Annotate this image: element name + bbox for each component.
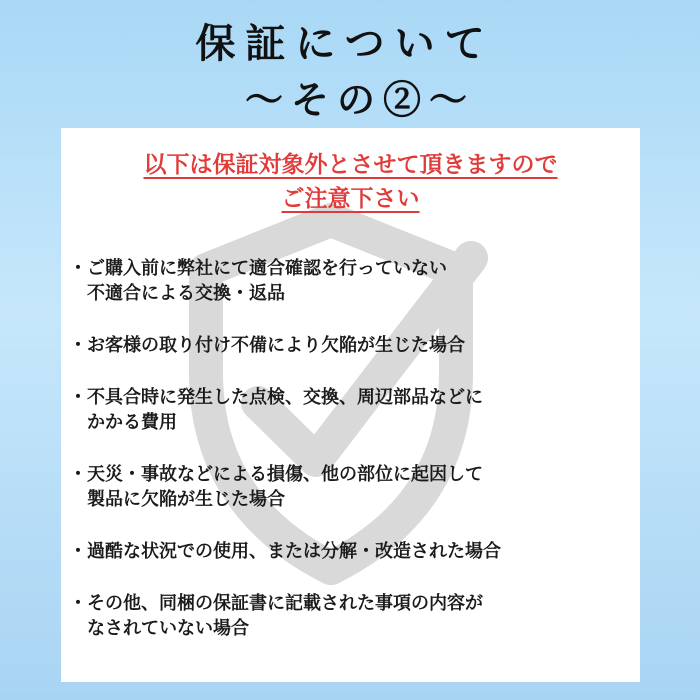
title-main: 保証について <box>195 20 495 67</box>
list-item <box>67 385 637 435</box>
page-title <box>0 14 700 126</box>
title-subtitle: ～その②～ <box>244 77 475 122</box>
list-item-text: お客様の取り付け不備により欠陥が生じた場合 <box>87 335 465 356</box>
bullet-mark: ・ <box>69 541 87 562</box>
notice-line-2: ご注意下さい <box>281 185 420 212</box>
exclusion-list <box>67 256 637 668</box>
list-item-text: 天災・事故などによる損傷、他の部位に起因して <box>87 464 483 485</box>
content-card <box>61 128 640 682</box>
list-item-text: ご購入前に弊社にて適合確認を行っていない <box>87 258 447 279</box>
list-item-text: 製品に欠陥が生じた場合 <box>87 489 285 510</box>
list-item-text: 不具合時に発生した点検、交換、周辺部品などに <box>87 387 483 408</box>
bullet-mark: ・ <box>69 387 87 408</box>
list-item <box>67 539 637 564</box>
list-item-text: 不適合による交換・返品 <box>87 283 285 304</box>
list-item-text: なされていない場合 <box>87 618 249 639</box>
bullet-mark: ・ <box>69 464 87 485</box>
notice-heading <box>61 148 640 216</box>
list-item <box>67 462 637 512</box>
list-item <box>67 333 637 358</box>
list-item-text: 過酷な状況での使用、または分解・改造された場合 <box>87 541 501 562</box>
bullet-mark: ・ <box>69 335 87 356</box>
list-item-text: かかる費用 <box>87 412 177 433</box>
list-item <box>67 256 637 306</box>
bullet-mark: ・ <box>69 258 87 279</box>
bullet-mark: ・ <box>69 593 87 614</box>
list-item-text: その他、同梱の保証書に記載された事項の内容が <box>87 593 483 614</box>
list-item <box>67 591 637 641</box>
notice-line-1: 以下は保証対象外とさせて頂きますので <box>143 151 558 178</box>
